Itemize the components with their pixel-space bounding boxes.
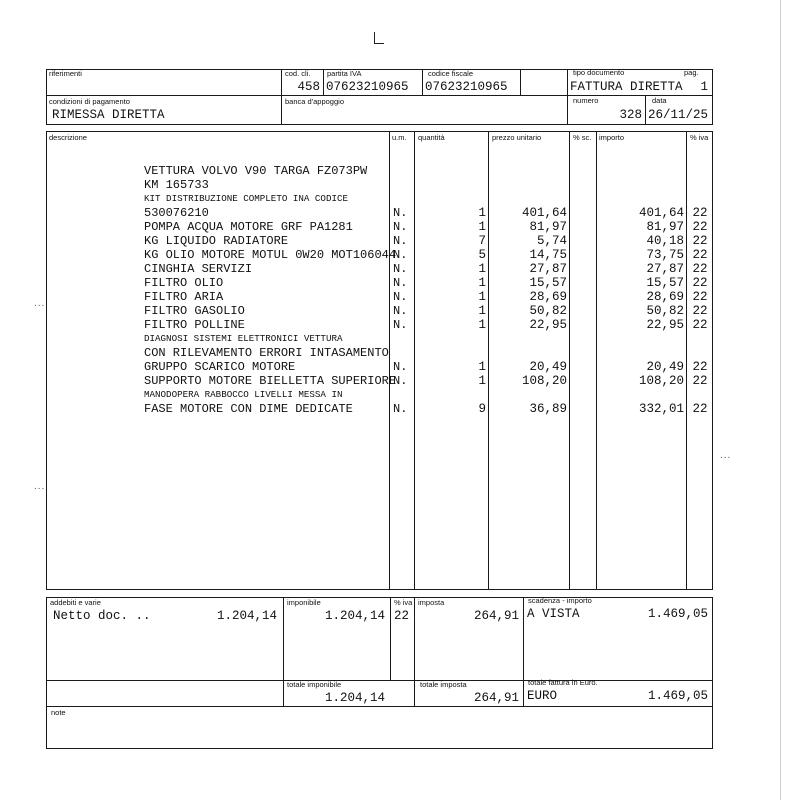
unit-price-cell: 108,20 — [521, 374, 567, 388]
unit-price-cell: 50,82 — [529, 304, 567, 318]
description-cell: SUPPORTO MOTORE BIELLETTA SUPERIORE — [144, 374, 397, 388]
totale-imposta-value: 264,91 — [473, 691, 519, 705]
totale-imponibile-value: 1.204,14 — [324, 691, 385, 705]
vat-cell: 22 — [692, 248, 708, 262]
col-descrizione: descrizione — [49, 133, 87, 142]
rule — [46, 95, 713, 96]
totale-imposta-label: totale imposta — [420, 680, 467, 689]
scadenza-importo: 1.469,05 — [647, 607, 708, 621]
vat-cell: 22 — [692, 304, 708, 318]
pag-value: 1 — [700, 80, 708, 94]
rule — [323, 69, 324, 95]
um-cell: N. — [393, 402, 408, 416]
imponibile-label: imponibile — [287, 598, 321, 607]
quantity-cell: 1 — [478, 318, 486, 332]
vat-cell: 22 — [692, 360, 708, 374]
table-row — [0, 262, 785, 276]
description-cell: KM 165733 — [144, 178, 209, 192]
description-cell: 530076210 — [144, 206, 209, 220]
banca-label: banca d'appoggio — [285, 97, 344, 106]
description-cell: FILTRO OLIO — [144, 276, 224, 290]
rule — [712, 597, 713, 748]
description-cell: GRUPPO SCARICO MOTORE — [144, 360, 296, 374]
edge-dots-right: ... — [720, 450, 732, 461]
description-cell: POMPA ACQUA MOTORE GRF PA1281 — [144, 220, 353, 234]
data-value: 26/11/25 — [648, 108, 709, 122]
amount-cell: 22,95 — [646, 318, 684, 332]
rule — [281, 69, 282, 124]
table-row — [0, 178, 785, 192]
unit-price-cell: 14,75 — [529, 248, 567, 262]
um-cell: N. — [393, 304, 408, 318]
iva-value: 22 — [394, 609, 410, 623]
addebiti-label: addebiti e varie — [50, 598, 101, 607]
riferimenti-label: riferimenti — [49, 69, 82, 78]
table-row — [0, 374, 785, 388]
rule — [520, 69, 521, 95]
netto-value: 1.204,14 — [216, 609, 277, 623]
quantity-cell: 5 — [478, 248, 486, 262]
vat-cell: 22 — [692, 206, 708, 220]
totale-fattura-value: 1.469,05 — [647, 689, 708, 703]
rule — [414, 597, 415, 706]
col-quantita: quantità — [418, 133, 445, 142]
table-row — [0, 360, 785, 374]
description-cell: FILTRO GASOLIO — [144, 304, 245, 318]
table-row — [0, 304, 785, 318]
unit-price-cell: 5,74 — [536, 234, 567, 248]
table-row — [0, 318, 785, 332]
rule — [46, 124, 713, 125]
quantity-cell: 1 — [478, 374, 486, 388]
rule — [46, 131, 713, 132]
edge-dots-left: ... — [34, 298, 46, 309]
totale-imponibile-label: totale imponibile — [287, 680, 342, 689]
unit-price-cell: 20,49 — [529, 360, 567, 374]
table-row — [0, 402, 785, 416]
table-row — [0, 248, 785, 262]
amount-cell: 50,82 — [646, 304, 684, 318]
scadenza-value: A VISTA — [527, 607, 580, 621]
um-cell: N. — [393, 290, 408, 304]
col-iva: % iva — [690, 133, 709, 142]
unit-price-cell: 22,95 — [529, 318, 567, 332]
table-row — [0, 192, 785, 206]
um-cell: N. — [393, 318, 408, 332]
rule — [567, 69, 568, 124]
rule — [46, 69, 47, 124]
rule — [712, 69, 713, 124]
col-sconto: % sc. — [573, 133, 592, 142]
note-label: note — [51, 708, 66, 717]
um-cell: N. — [393, 262, 408, 276]
unit-price-cell: 28,69 — [529, 290, 567, 304]
description-cell: VETTURA VOLVO V90 TARGA FZ073PW — [144, 164, 368, 178]
condizioni-value: RIMESSA DIRETTA — [52, 108, 165, 122]
imponibile-value: 1.204,14 — [324, 609, 385, 623]
amount-cell: 15,57 — [646, 276, 684, 290]
col-um: u.m. — [392, 133, 407, 142]
numero-value: 328 — [619, 108, 642, 122]
quantity-cell: 9 — [478, 402, 486, 416]
netto-label: Netto doc. .. — [53, 609, 151, 623]
totale-fattura-label: totale fattura in Euro. — [528, 678, 598, 687]
description-cell: CINGHIA SERVIZI — [144, 262, 253, 276]
amount-cell: 81,97 — [646, 220, 684, 234]
rule — [46, 748, 713, 749]
rule — [46, 706, 713, 707]
table-row — [0, 206, 785, 220]
table-row — [0, 164, 785, 178]
quantity-cell: 1 — [478, 360, 486, 374]
unit-price-cell: 27,87 — [529, 262, 567, 276]
edge-dots-left-2: ... — [34, 481, 46, 492]
cod-cli-value: 458 — [297, 80, 320, 94]
rule — [523, 597, 524, 706]
um-cell: N. — [393, 206, 408, 220]
tipo-documento-label: tipo documento — [573, 68, 625, 77]
vat-cell: 22 — [692, 374, 708, 388]
unit-price-cell: 36,89 — [529, 402, 567, 416]
vat-cell: 22 — [692, 234, 708, 248]
vat-cell: 22 — [692, 220, 708, 234]
pag-label: pag. — [684, 68, 699, 77]
amount-cell: 40,18 — [646, 234, 684, 248]
description-cell: MANODOPERA RABBOCCO LIVELLI MESSA IN — [144, 389, 343, 400]
table-row — [0, 290, 785, 304]
rule — [46, 680, 713, 681]
quantity-cell: 1 — [478, 262, 486, 276]
table-row — [0, 388, 785, 402]
data-label: data — [652, 96, 667, 105]
quantity-cell: 1 — [478, 276, 486, 290]
unit-price-cell: 81,97 — [529, 220, 567, 234]
um-cell: N. — [393, 374, 408, 388]
amount-cell: 27,87 — [646, 262, 684, 276]
um-cell: N. — [393, 234, 408, 248]
valuta-value: EURO — [527, 689, 558, 703]
amount-cell: 20,49 — [646, 360, 684, 374]
rule — [645, 95, 646, 124]
description-cell: FILTRO ARIA — [144, 290, 224, 304]
col-importo: importo — [599, 133, 625, 142]
amount-cell: 401,64 — [638, 206, 684, 220]
table-row — [0, 346, 785, 360]
table-row — [0, 276, 785, 290]
col-prezzo: prezzo unitario — [492, 133, 542, 142]
amount-cell: 108,20 — [638, 374, 684, 388]
imposta-value: 264,91 — [473, 609, 519, 623]
amount-cell: 73,75 — [646, 248, 684, 262]
description-cell: KIT DISTRIBUZIONE COMPLETO INA CODICE — [144, 193, 348, 204]
rule — [46, 589, 713, 590]
amount-cell: 28,69 — [646, 290, 684, 304]
um-cell: N. — [393, 220, 408, 234]
table-row — [0, 332, 785, 346]
rule — [390, 597, 391, 680]
um-cell: N. — [393, 248, 408, 262]
imposta-label: imposta — [418, 598, 445, 607]
vat-cell: 22 — [692, 318, 708, 332]
table-row — [0, 234, 785, 248]
description-cell: CON RILEVAMENTO ERRORI INTASAMENTO — [144, 346, 389, 360]
vat-cell: 22 — [692, 262, 708, 276]
description-cell: FASE MOTORE CON DIME DEDICATE — [144, 402, 353, 416]
description-cell: KG LIQUIDO RADIATORE — [144, 234, 289, 248]
description-cell: KG OLIO MOTORE MOTUL 0W20 MOT106044 — [144, 248, 397, 262]
vat-cell: 22 — [692, 290, 708, 304]
rule — [46, 597, 47, 748]
um-cell: N. — [393, 360, 408, 374]
cod-cli-label: cod. cli. — [285, 69, 311, 78]
rule — [283, 597, 284, 706]
quantity-cell: 1 — [478, 206, 486, 220]
description-cell: DIAGNOSI SISTEMI ELETTRONICI VETTURA — [144, 333, 343, 344]
table-row — [0, 220, 785, 234]
numero-label: numero — [573, 96, 599, 105]
codice-fiscale-label: codice fiscale — [428, 69, 474, 78]
unit-price-cell: 401,64 — [521, 206, 567, 220]
vat-cell: 22 — [692, 402, 708, 416]
quantity-cell: 7 — [478, 234, 486, 248]
condizioni-label: condizioni di pagamento — [49, 97, 130, 106]
rule — [422, 69, 423, 95]
quantity-cell: 1 — [478, 304, 486, 318]
unit-price-cell: 15,57 — [529, 276, 567, 290]
tipo-documento-value: FATTURA DIRETTA — [570, 80, 683, 94]
scadenza-label: scadenza - importo — [528, 596, 592, 605]
codice-fiscale-value: 07623210965 — [425, 80, 508, 94]
iva-label: % iva — [394, 598, 413, 607]
quantity-cell: 1 — [478, 290, 486, 304]
corner-mark — [374, 32, 384, 44]
partita-iva-value: 07623210965 — [326, 80, 409, 94]
amount-cell: 332,01 — [638, 402, 684, 416]
line-items — [0, 164, 785, 416]
um-cell: N. — [393, 276, 408, 290]
quantity-cell: 1 — [478, 220, 486, 234]
rule — [46, 597, 713, 598]
description-cell: FILTRO POLLINE — [144, 318, 245, 332]
vat-cell: 22 — [692, 276, 708, 290]
partita-iva-label: partita IVA — [327, 69, 362, 78]
